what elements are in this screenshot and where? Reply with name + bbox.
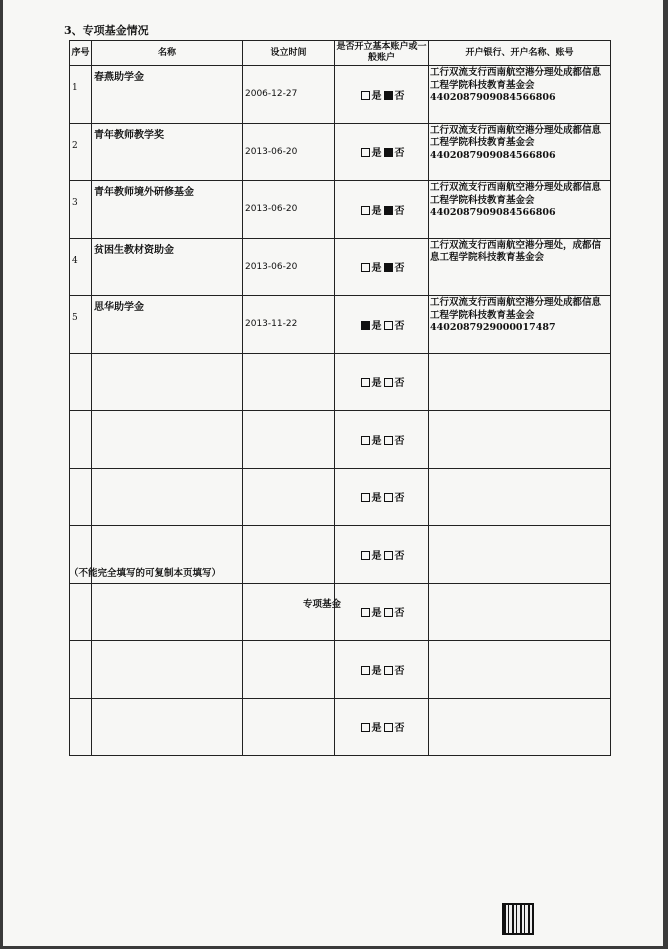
bank-account-info bbox=[429, 526, 611, 584]
yes-checkbox[interactable] bbox=[361, 551, 370, 560]
no-label: 否 bbox=[394, 435, 405, 447]
established-date: 2006-12-27 bbox=[243, 66, 335, 124]
footer-label: 专项基金 bbox=[303, 599, 342, 610]
yes-checkbox[interactable] bbox=[361, 723, 370, 732]
table-row bbox=[70, 353, 611, 411]
row-number bbox=[70, 468, 92, 526]
table-row bbox=[70, 698, 611, 756]
established-date bbox=[243, 583, 335, 641]
established-date bbox=[243, 411, 335, 469]
no-checkbox[interactable] bbox=[384, 378, 393, 387]
table-row bbox=[70, 296, 611, 354]
no-checkbox[interactable] bbox=[384, 493, 393, 502]
fund-name bbox=[92, 698, 243, 756]
yes-label: 是 bbox=[371, 263, 382, 275]
yes-label: 是 bbox=[371, 90, 382, 102]
account-type-choice bbox=[335, 296, 429, 354]
table-row bbox=[70, 238, 611, 296]
bank-account-info: 工行双流支行西南航空港分理处成都信息工程学院科技教育基金会4402087909084566806 bbox=[429, 66, 611, 124]
row-number bbox=[70, 583, 92, 641]
section-title: 3、专项基金情况 bbox=[64, 24, 149, 37]
yes-label: 是 bbox=[371, 435, 382, 447]
yes-label: 是 bbox=[371, 608, 382, 620]
account-type-choice bbox=[335, 698, 429, 756]
yes-label: 是 bbox=[371, 378, 382, 390]
table-row bbox=[70, 123, 611, 181]
fund-name bbox=[92, 353, 243, 411]
yes-label: 是 bbox=[371, 205, 382, 217]
row-number: 1 bbox=[70, 66, 92, 124]
established-date bbox=[243, 526, 335, 584]
established-date: 2013-11-22 bbox=[243, 296, 335, 354]
established-date: 2013-06-20 bbox=[243, 123, 335, 181]
account-type-choice bbox=[335, 641, 429, 699]
no-label: 否 bbox=[394, 608, 405, 620]
bank-account-info bbox=[429, 468, 611, 526]
bank-account-info bbox=[429, 411, 611, 469]
no-label: 否 bbox=[394, 90, 405, 102]
fund-name bbox=[92, 468, 243, 526]
no-checkbox[interactable] bbox=[384, 206, 393, 215]
no-checkbox[interactable] bbox=[384, 321, 393, 330]
bank-account-info bbox=[429, 641, 611, 699]
bank-account-info: 工行双流支行西南航空港分理处成都信息工程学院科技教育基金会4402087909084566806 bbox=[429, 123, 611, 181]
no-checkbox[interactable] bbox=[384, 551, 393, 560]
established-date: 2013-06-20 bbox=[243, 181, 335, 239]
yes-label: 是 bbox=[371, 148, 382, 160]
account-type-choice bbox=[335, 353, 429, 411]
no-label: 否 bbox=[394, 493, 405, 505]
qr-code-icon bbox=[502, 903, 534, 935]
yes-checkbox[interactable] bbox=[361, 378, 370, 387]
table-row bbox=[70, 641, 611, 699]
no-checkbox[interactable] bbox=[384, 666, 393, 675]
table-row bbox=[70, 583, 611, 641]
no-checkbox[interactable] bbox=[384, 263, 393, 272]
no-label: 否 bbox=[394, 263, 405, 275]
header-bank: 开户银行、开户名称、账号 bbox=[429, 41, 611, 66]
row-number: 2 bbox=[70, 123, 92, 181]
account-type-choice bbox=[335, 181, 429, 239]
no-label: 否 bbox=[394, 665, 405, 677]
document-page bbox=[3, 0, 663, 946]
fund-name: 思华助学金 bbox=[92, 296, 243, 354]
account-type-choice bbox=[335, 238, 429, 296]
yes-checkbox[interactable] bbox=[361, 91, 370, 100]
no-label: 否 bbox=[394, 148, 405, 160]
fund-name bbox=[92, 641, 243, 699]
bank-account-info: 工行双流支行西南航空港分理处成都信息工程学院科技教育基金会4402087909084566806 bbox=[429, 181, 611, 239]
fund-name: 春燕助学金 bbox=[92, 66, 243, 124]
copy-note: （不能完全填写的可复制本页填写） bbox=[69, 568, 222, 579]
no-checkbox[interactable] bbox=[384, 608, 393, 617]
special-fund-table bbox=[69, 40, 611, 756]
bank-account-info: 工行双流支行西南航空港分理处，成都信息工程学院科技教育基金会 bbox=[429, 238, 611, 296]
row-number: 3 bbox=[70, 181, 92, 239]
established-date bbox=[243, 641, 335, 699]
no-label: 否 bbox=[394, 320, 405, 332]
fund-name: 贫困生教材资助金 bbox=[92, 238, 243, 296]
table-row bbox=[70, 468, 611, 526]
no-label: 否 bbox=[394, 723, 405, 735]
row-number bbox=[70, 353, 92, 411]
account-type-choice bbox=[335, 123, 429, 181]
table-row bbox=[70, 66, 611, 124]
account-type-choice bbox=[335, 468, 429, 526]
table-row bbox=[70, 411, 611, 469]
yes-label: 是 bbox=[371, 723, 382, 735]
header-no: 序号 bbox=[70, 41, 92, 66]
fund-name: 青年教师教学奖 bbox=[92, 123, 243, 181]
no-label: 否 bbox=[394, 205, 405, 217]
yes-checkbox[interactable] bbox=[361, 263, 370, 272]
row-number: 4 bbox=[70, 238, 92, 296]
fund-name bbox=[92, 411, 243, 469]
yes-checkbox[interactable] bbox=[361, 206, 370, 215]
yes-label: 是 bbox=[371, 665, 382, 677]
no-checkbox[interactable] bbox=[384, 91, 393, 100]
no-label: 否 bbox=[394, 378, 405, 390]
row-number bbox=[70, 698, 92, 756]
no-checkbox[interactable] bbox=[384, 436, 393, 445]
row-number: 5 bbox=[70, 296, 92, 354]
no-checkbox[interactable] bbox=[384, 148, 393, 157]
established-date bbox=[243, 698, 335, 756]
yes-checkbox[interactable] bbox=[361, 148, 370, 157]
account-type-choice bbox=[335, 66, 429, 124]
account-type-choice bbox=[335, 526, 429, 584]
yes-checkbox[interactable] bbox=[361, 608, 370, 617]
yes-checkbox[interactable] bbox=[361, 321, 370, 330]
established-date bbox=[243, 468, 335, 526]
fund-name: 青年教师境外研修基金 bbox=[92, 181, 243, 239]
fund-name bbox=[92, 583, 243, 641]
yes-checkbox[interactable] bbox=[361, 666, 370, 675]
table-header-row bbox=[70, 41, 611, 66]
bank-account-info bbox=[429, 353, 611, 411]
account-type-choice bbox=[335, 411, 429, 469]
bank-account-info: 工行双流支行西南航空港分理处成都信息工程学院科技教育基金会4402087929000017487 bbox=[429, 296, 611, 354]
no-checkbox[interactable] bbox=[384, 723, 393, 732]
account-type-choice bbox=[335, 583, 429, 641]
yes-label: 是 bbox=[371, 320, 382, 332]
bank-account-info bbox=[429, 583, 611, 641]
bank-account-info bbox=[429, 698, 611, 756]
no-label: 否 bbox=[394, 550, 405, 562]
established-date bbox=[243, 353, 335, 411]
established-date: 2013-06-20 bbox=[243, 238, 335, 296]
header-date: 设立时间 bbox=[243, 41, 335, 66]
yes-label: 是 bbox=[371, 493, 382, 505]
row-number bbox=[70, 411, 92, 469]
yes-label: 是 bbox=[371, 550, 382, 562]
row-number bbox=[70, 641, 92, 699]
table-row bbox=[70, 181, 611, 239]
yes-checkbox[interactable] bbox=[361, 436, 370, 445]
header-account-type: 是否开立基本账户或一般账户 bbox=[335, 41, 429, 66]
yes-checkbox[interactable] bbox=[361, 493, 370, 502]
header-name: 名称 bbox=[92, 41, 243, 66]
